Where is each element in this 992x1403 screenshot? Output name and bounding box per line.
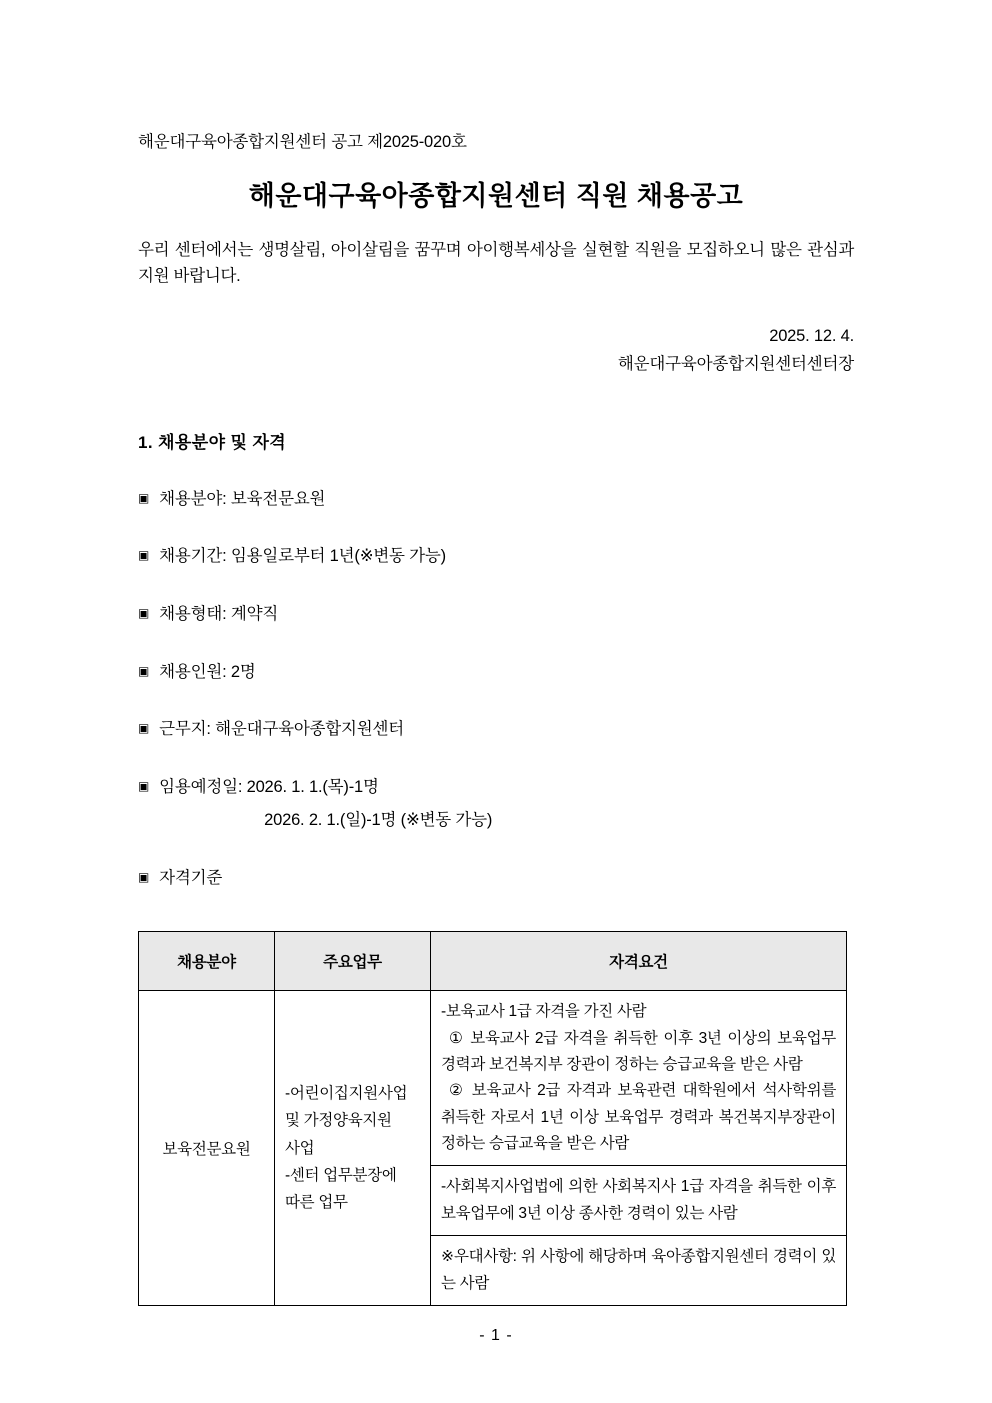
square-bullet-icon: ▣ [138,548,150,563]
requirement-line: ① 보육교사 2급 자격을 취득한 이후 3년 이상의 보육업무 경력과 보건복지부 장관이 정하는 승급교육을 받은 사람 [441,1029,836,1074]
square-bullet-icon: ▣ [138,869,150,884]
issuer-name: 해운대구육아종합지원센터센터장 [617,355,854,374]
table-header-duty: 주요업무 [275,932,431,991]
page-number: - 1 - [479,1327,513,1344]
duty-line: -어린이집지원사업 [285,1085,408,1103]
list-item-secondary-line: 2026. 2. 1.(일)-1명 (※변동 가능) [264,811,493,830]
requirement-line: ※우대사항: 위 사항에 해당하며 육아종합지원센터 경력이 있는 사람 [441,1248,836,1292]
qualification-table [138,931,847,1305]
list-item-label [159,775,492,834]
requirement-line: ② 보육교사 2급 자격과 보육관련 대학원에서 석사학위를 취득한 자로서 1년 이상 보육업무 경력과 복건복지부장관이 정하는 승급교육을 받은 사람 [441,1082,836,1153]
table-row [139,991,847,1166]
square-bullet-icon: ▣ [138,721,150,736]
section-heading-1: 1. 채용분야 및 자격 [138,432,287,452]
list-item [138,660,854,686]
duty-line: 및 가정양육지원 [285,1112,392,1130]
duty-line: 사업 [285,1139,315,1157]
table-header-requirements: 자격요건 [431,932,847,991]
cell-requirement-group-1 [431,991,847,1166]
square-bullet-icon: ▣ [138,663,150,678]
list-item [138,487,854,513]
cell-requirement-group-2 [431,1166,847,1236]
page-title: 해운대구육아종합지원센터 직원 채용공고 [248,181,744,211]
list-item [138,602,854,628]
square-bullet-icon: ▣ [138,490,150,505]
issue-date: 2025. 12. 4. [769,326,854,345]
notice-number: 해운대구육아종합지원센터 공고 제2025-020호 [138,133,467,151]
duty-line: -센터 업무분장에 [285,1166,397,1184]
list-item [138,717,854,743]
date-issuer-block [138,324,854,378]
cell-requirement-group-3 [431,1236,847,1306]
table-header-row [139,932,847,991]
list-item-label: 근무지: 해운대구육아종합지원센터 [159,720,404,739]
list-item-label: 채용분야: 보육전문요원 [159,489,326,508]
list-item-label: 채용형태: 계약직 [159,605,279,624]
requirement-line: -보육교사 1급 자격을 가진 사람 [441,1003,647,1021]
list-item-primary-line: 임용예정일: 2026. 1. 1.(목)-1명 [159,777,379,796]
list-item-label: 자격기준 [159,868,223,887]
list-item [138,544,854,570]
list-item-label: 채용기간: 임용일로부터 1년(※변동 가능) [159,547,446,566]
list-item [138,866,854,892]
list-item [138,775,854,834]
list-item-label: 채용인원: 2명 [159,662,256,681]
square-bullet-icon: ▣ [138,778,150,793]
square-bullet-icon: ▣ [138,606,150,621]
cell-duty [275,991,431,1305]
intro-paragraph: 우리 센터에서는 생명살림, 아이살림을 꿈꾸며 아이행복세상을 실현할 직원을 모집하오니 많은 관심과 지원 바랍니다. [138,241,854,286]
cell-field: 보육전문요원 [139,991,275,1305]
table-header-field: 채용분야 [139,932,275,991]
requirement-line: -사회복지사업법에 의한 사회복지사 1급 자격을 취득한 이후 보육업무에 3년 이상 종사한 경력이 있는 사람 [441,1178,836,1222]
duty-line: 따른 업무 [285,1193,348,1211]
